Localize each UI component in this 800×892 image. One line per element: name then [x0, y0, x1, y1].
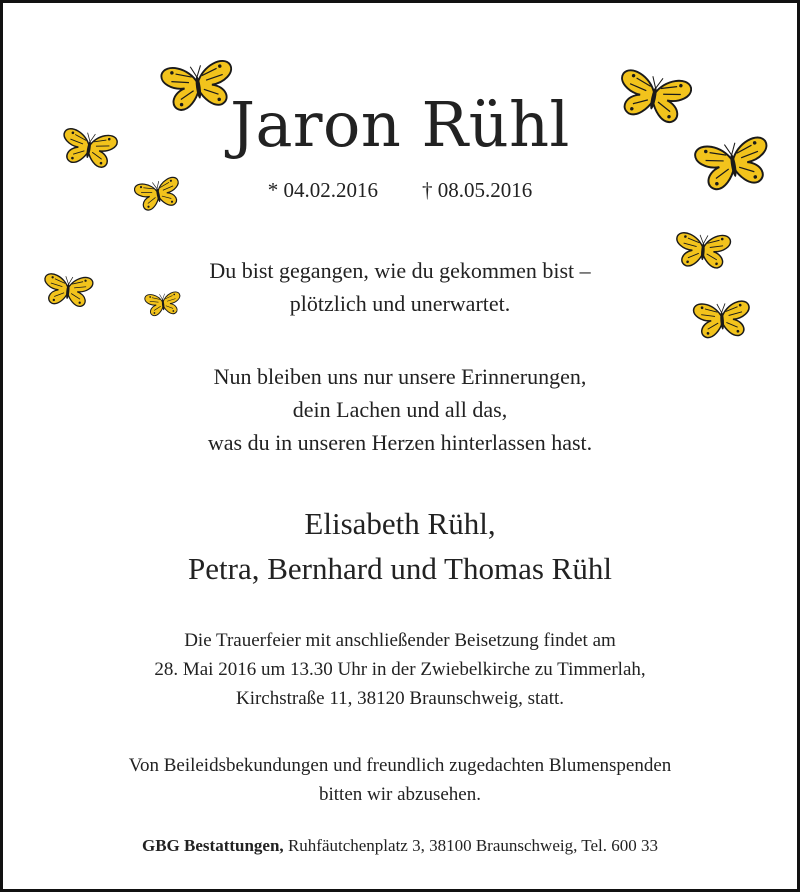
condolence-note — [0, 751, 800, 809]
info-line: Kirchstraße 11, 38120 Braunschweig, statt. — [235, 688, 565, 709]
funeral-info — [0, 626, 800, 713]
info-line: Die Trauerfeier mit anschließender Beisetzung findet am — [184, 630, 616, 651]
life-dates — [0, 178, 800, 203]
poem-line: Nun bleiben uns nur unsere Erinnerungen, — [213, 364, 587, 389]
funeral-home-footer — [0, 836, 800, 856]
mourner-line: Petra, Bernhard und Thomas Rühl — [188, 551, 612, 586]
note-line: bitten wir abzusehen. — [319, 784, 481, 805]
note-line: Von Beileidsbekundungen und freundlich zugedachten Blumenspenden — [128, 755, 672, 776]
info-line: 28. Mai 2016 um 13.30 Uhr in der Zwiebelkirche zu Timmerlah, — [154, 659, 646, 680]
poem-stanza-1 — [0, 254, 800, 320]
poem-line: Du bist gegangen, wie du gekommen bist – — [209, 258, 591, 283]
poem-line: was du in unseren Herzen hinterlassen hast. — [207, 430, 593, 455]
poem-line: plötzlich und unerwartet. — [289, 291, 511, 316]
funeral-home-name: GBG Bestattungen, — [142, 836, 284, 855]
mourner-line: Elisabeth Rühl, — [304, 506, 496, 541]
mourners — [0, 501, 800, 591]
poem-stanza-2 — [0, 360, 800, 459]
birth-date: * 04.02.2016 — [267, 178, 378, 202]
funeral-home-address: Ruhfäutchenplatz 3, 38100 Braunschweig, Tel. 600 33 — [283, 836, 658, 855]
poem-line: dein Lachen und all das, — [292, 397, 508, 422]
death-date: † 08.05.2016 — [422, 178, 533, 202]
deceased-name: Jaron Rühl — [230, 88, 570, 161]
